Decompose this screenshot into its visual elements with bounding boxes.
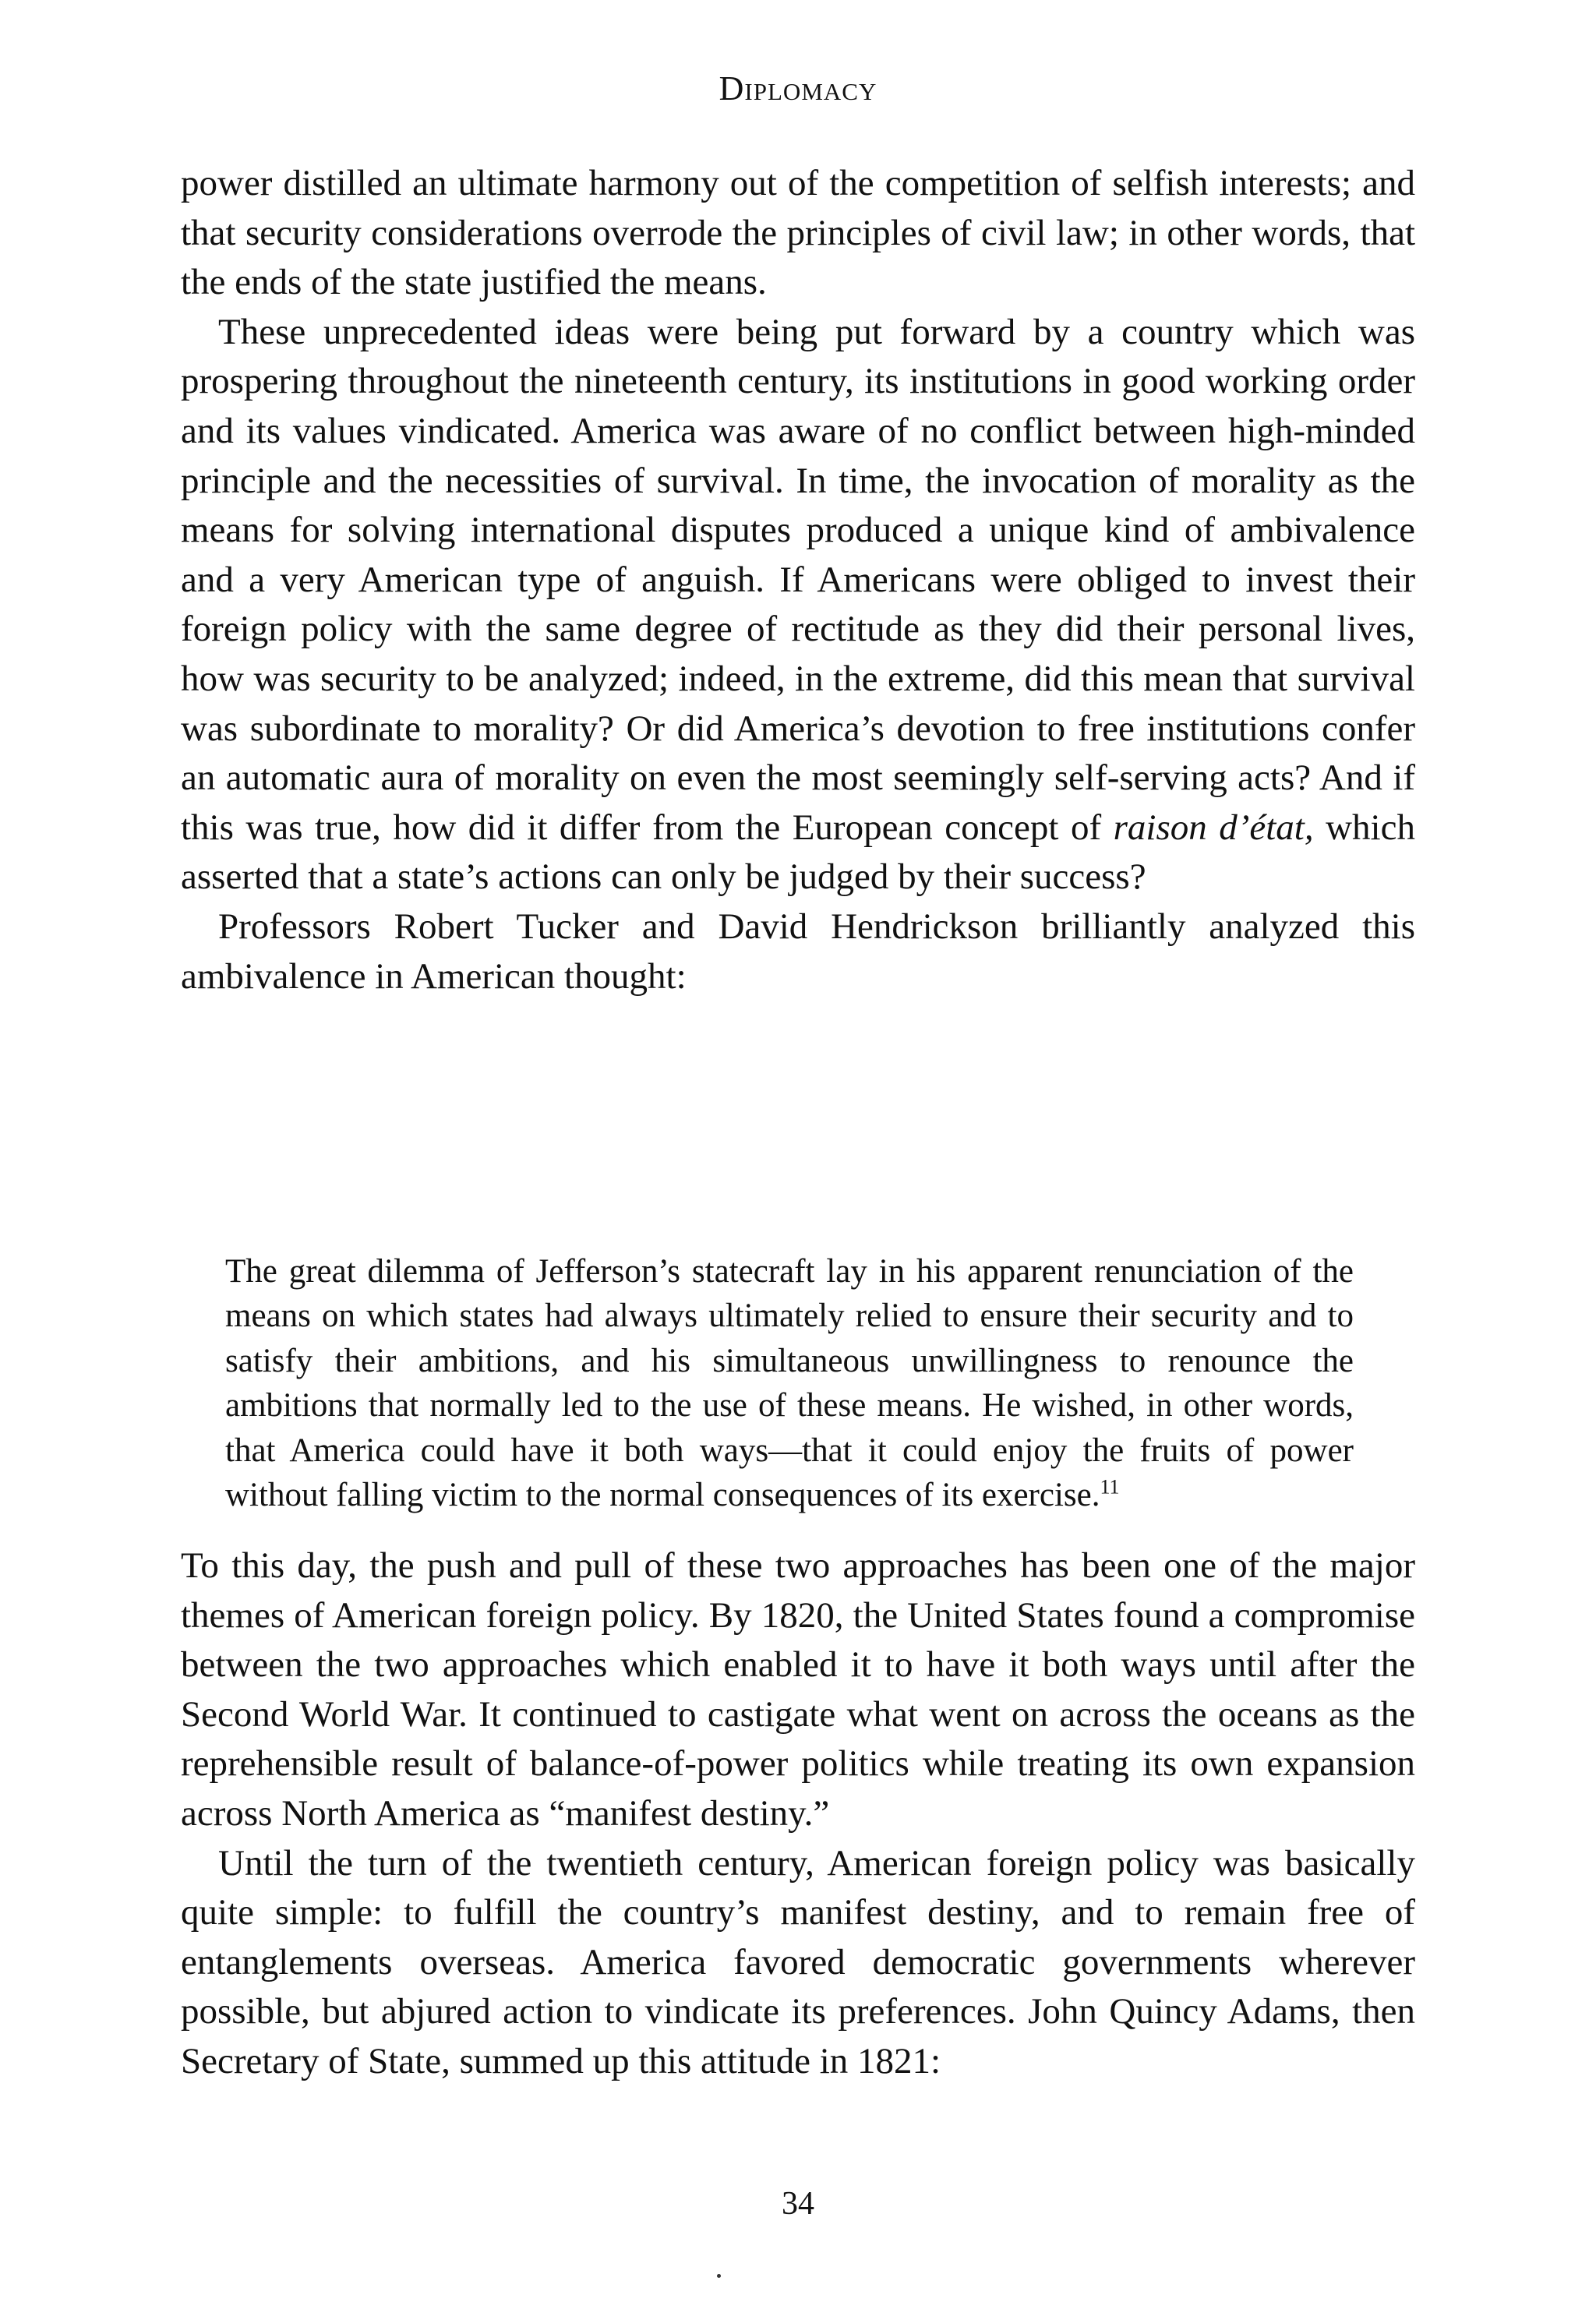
paragraph-2 xyxy=(181,308,1415,902)
quote-paragraph xyxy=(225,1249,1354,1517)
paragraph-5: Until the turn of the twentieth century, American foreign policy was basically quite simple: to fulfill the country’s manifest destiny, and to remain free of entanglements overseas. America favored democratic governments wherever possible, but abjured action to vindicate its preferences. John Quincy Adams, then Secretary of State, summed up this attitude in 1821: xyxy=(181,1842,1415,2081)
paragraph-3: Professors Robert Tucker and David Hendrickson brilliantly analyzed this ambivalence in American thought: xyxy=(181,906,1415,997)
running-head: Diplomacy xyxy=(719,69,877,108)
paragraph-4: To this day, the push and pull of these two approaches has been one of the major themes of American foreign policy. By 1820, the United States found a compromise between the two approaches which enabled it to have it both ways until after the Second World War. It continued to castigate what went on across the oceans as the reprehensible result of balance-of-power politics while treating its own expansion across North America as “manifest destiny.” xyxy=(181,1545,1415,1834)
body-text-top xyxy=(181,159,1415,1001)
paragraph-2-main: These unprecedented ideas were being put forward by a country which was prospering throughout the nineteenth century, its institutions in good working order and its values vindicated. America was aware of no conflict between high-minded principle and the necessities of survival. In time, the invocation of morality as the means for solving international disputes produced a unique kind of ambivalence and a very American type of anguish. If Americans were obliged to invest their foreign policy with the same degree of rectitude as they did their personal lives, how was security to be analyzed; indeed, in the extreme, did this mean that survival was subordinate to morality? Or did America’s devotion to free institutions confer an automatic aura of morality on even the most seemingly self-serving acts? And if this was true, how did it differ from the European concept of xyxy=(181,311,1415,848)
scan-speck xyxy=(717,2274,721,2278)
footnote-reference: 11 xyxy=(1100,1475,1120,1499)
block-quote xyxy=(225,1249,1354,1517)
quote-text: The great dilemma of Jefferson’s statecraft lay in his apparent renunciation of the means on which states had always ultimately relied to ensure their security and to satisfy their ambitions, and his simultaneous unwillingness to renounce the ambitions that normally led to the use of these means. He wished, in other words, that America could have it both ways—that it could enjoy the fruits of power without falling victim to the normal consequences of its exercise. xyxy=(225,1253,1354,1514)
italic-phrase: raison d’état, xyxy=(1113,807,1314,848)
page-number: 34 xyxy=(782,2186,814,2222)
paragraph-1: power distilled an ultimate harmony out of the competition of selfish interests; and that security considerations overrode the principles of civil law; in other words, that the ends of the state justified the means. xyxy=(181,163,1415,303)
paragraph-2-tail: which asserted that a state’s actions can only be judged by their success? xyxy=(181,807,1415,898)
body-text-bottom xyxy=(181,1541,1415,2087)
